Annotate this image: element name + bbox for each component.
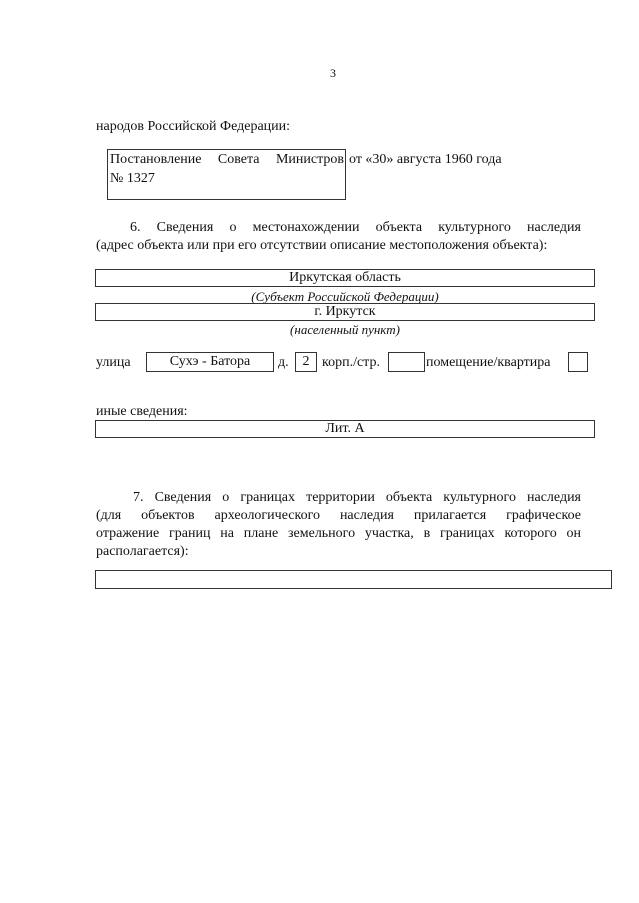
page-number: 3: [330, 66, 336, 80]
apartment-field: [568, 352, 588, 372]
house-field: 2: [295, 352, 317, 372]
other-info-label: иные сведения:: [96, 404, 188, 419]
section7-line-2: (для объектов археологического наследия прилагается графическое: [96, 508, 581, 523]
city-field: г. Иркутск: [95, 303, 595, 321]
boundaries-field: [95, 570, 612, 589]
decree-line-2: № 1327: [110, 171, 155, 186]
region-caption: (Субъект Российской Федерации): [251, 289, 439, 304]
house-label: д.: [278, 355, 289, 370]
region-field: Иркутская область: [95, 269, 595, 287]
intro-line: народов Российской Федерации:: [96, 119, 291, 134]
section6-line-1: 6. Сведения о местонахождении объекта культурного наследия: [130, 220, 581, 235]
section6-line-2: (адрес объекта или при его отсутствии описание местоположения объекта):: [96, 238, 548, 253]
city-caption: (населенный пункт): [290, 322, 400, 337]
section7-line-4: располагается):: [96, 544, 189, 559]
section7-line-1: 7. Сведения о границах территории объекта культурного наследия: [133, 490, 581, 505]
other-info-field: Лит. А: [95, 420, 595, 438]
section7-line-3: отражение границ на плане земельного участка, в границах которого он: [96, 526, 581, 541]
decree-line-1: Постановление Совета Министров: [110, 152, 344, 167]
decree-date: от «30» августа 1960 года: [349, 152, 502, 167]
building-field: [388, 352, 425, 372]
street-field: Сухэ - Батора: [146, 352, 274, 372]
street-label: улица: [96, 355, 131, 370]
building-label: корп./стр.: [322, 355, 380, 370]
apartment-label: помещение/квартира: [426, 355, 551, 370]
